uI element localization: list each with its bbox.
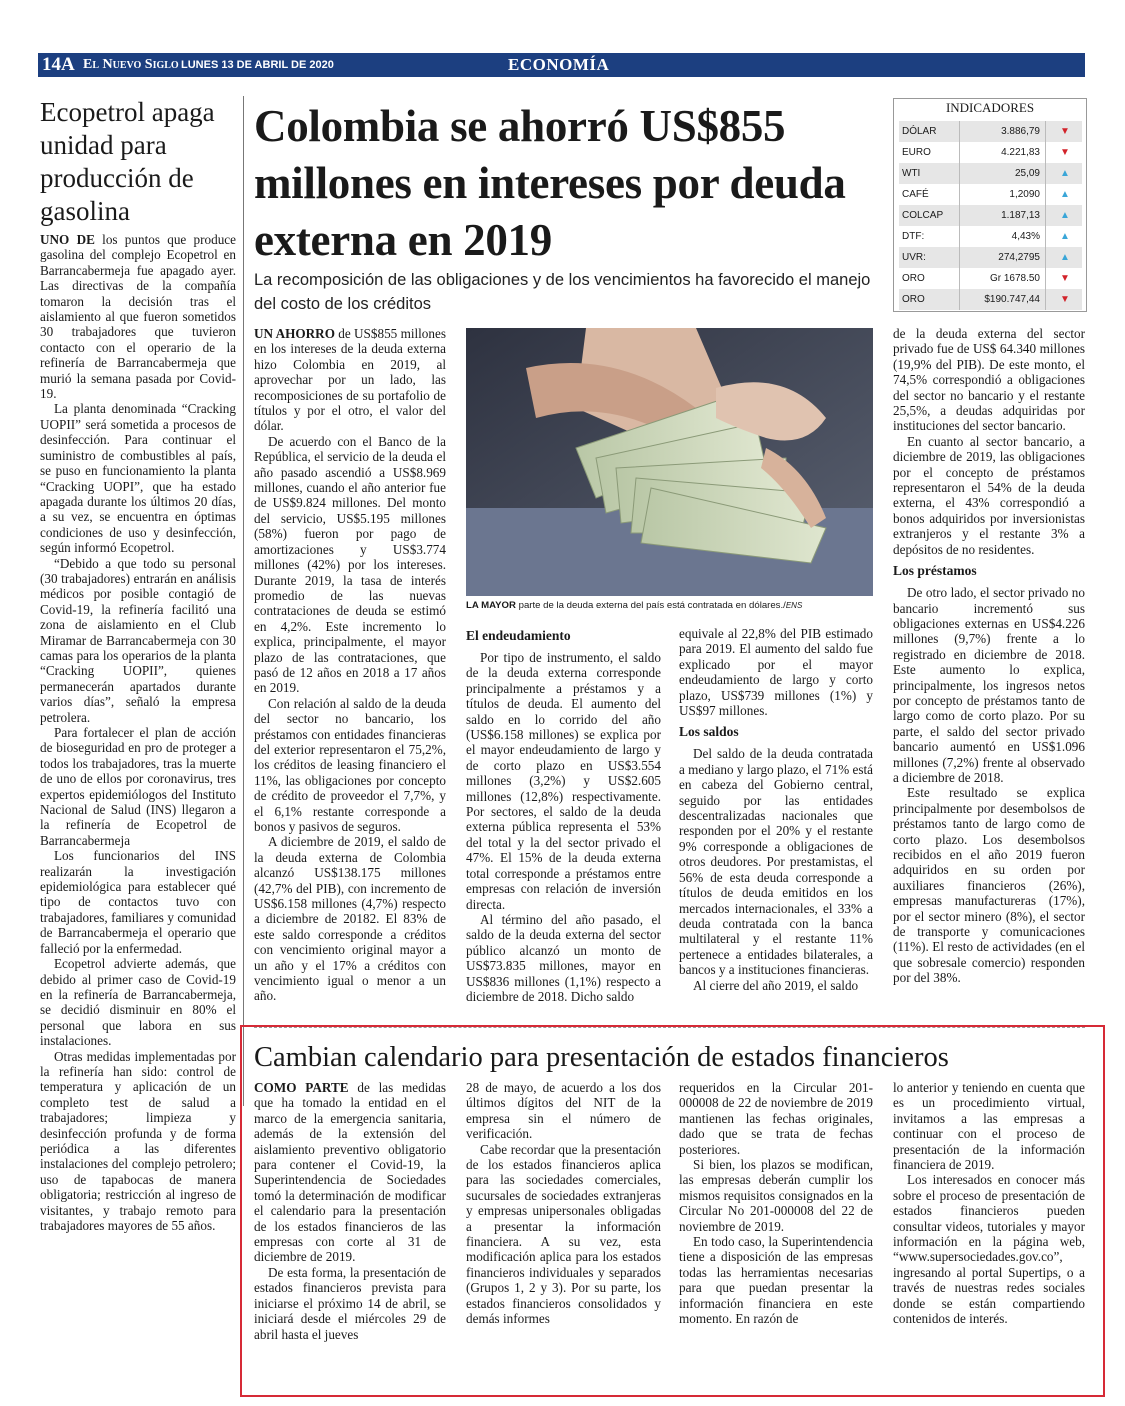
main-paragraph: Con relación al saldo de la deuda del sector no bancario, los préstamos con entidades financieras del exterior representaron el 75,2%, los créditos de leasing financiero el 11%, las obligaciones por concepto de crédito de proveedor el 7,7%, y el 6,1% restante corresponde a bonos y pasivos de seguros. xyxy=(254,695,446,834)
page-number: 14A xyxy=(42,54,75,75)
indicator-divider xyxy=(1045,163,1046,184)
indicator-divider xyxy=(959,121,960,142)
issue-date: LUNES 13 DE ABRIL DE 2020 xyxy=(181,59,334,71)
money-photo xyxy=(466,328,873,596)
indicator-name: UVR: xyxy=(902,252,926,263)
side-paragraph: La planta denominada “Cracking UOPII” será sometida a procesos de desinfección. Para continuar el suministro de combustibles al país, se puso en funcionamiento la planta “Cracking UOPI”, que ha estado apagada durante los últimos 20 días, a su vez, se encuentra en óptimas condiciones de uso y desinfección, según informó Ecopetrol. xyxy=(40,401,236,556)
column-divider xyxy=(243,96,244,1106)
indicator-row xyxy=(899,205,1082,226)
main-article-subtitle: La recomposición de las obligaciones y de los vencimientos ha favorecido el manejo del costo de los créditos xyxy=(254,271,871,313)
main-paragraph: equivale al 22,8% del PIB estimado para 2019. El aumento del saldo fue explicado por el mayor endeudamiento de largo y corto plazo, US$739 millones (1%) y US$97 millones. xyxy=(679,626,873,719)
side-paragraph: “Debido a que todo su personal (30 trabajadores) entrarán en análisis médicos por posible contagió de Covid-19, la refinería facilitó una zona de aislamiento en el Club Miramar de Barrancabermeja con 30 camas para los operarios de la planta “Cracking UOPII”, quienes permanecerán apartados durante varios días”, señaló la empresa petrolera. xyxy=(40,555,236,725)
main-column-1 xyxy=(254,326,446,1004)
main-paragraph: Este resultado se explica principalmente por desembolsos de préstamos tanto de largo como de corto plazo. Los desembolsos recibidos en el año 2019 fueron adquiridos en su orden por auxiliares financieros (26%), empresas manufactureras (17%), por el sector minero (8%), el sector de transporte y comunicaciones (11%). El resto de actividades (en el que sobresale comercio) responden por del 38%. xyxy=(893,785,1085,986)
indicator-divider xyxy=(1045,121,1046,142)
indicator-divider xyxy=(959,289,960,310)
indicator-value: 4,43% xyxy=(1011,231,1040,242)
bottom-paragraph: De esta forma, la presentación de estados financieros prevista para iniciarse el próximo 14 de abril, se iniciará desde el miércoles 29 de abril hasta el jueves xyxy=(254,1264,446,1342)
indicator-divider xyxy=(1045,268,1046,289)
side-paragraph: Ecopetrol advierte además, que debido al primer caso de Covid-19 en la refinería de Barrancabermeja, se decidió disminuir en 80% el personal que labora en sus instalaciones. xyxy=(40,956,236,1049)
main-paragraph: A diciembre de 2019, el saldo de la deuda externa de Colombia alcanzó US$138.175 millones (42,7% del PIB), con incremento de US$6.158 millones (4,7%) respecto a diciembre de 20182. El 83% de este saldo corresponde a créditos con vencimiento original mayor a un año y el 17% a créditos con vencimiento igual o menor a un año. xyxy=(254,834,446,1004)
indicator-divider xyxy=(959,163,960,184)
photo-caption: LA MAYOR parte de la deuda externa del país está contratada en dólares./ENS xyxy=(466,600,803,611)
main-paragraph: Al cierre del año 2019, el saldo xyxy=(693,977,859,993)
main-column-4 xyxy=(893,326,1085,986)
bottom-paragraph: COMO PARTE de las medidas que ha tomado la entidad en el marco de la emergencia sanitaria, además de la extensión del aislamiento preventivo obligatorio para contener el Covid-19, la Superintendencia de Sociedades tomó la determinación de modificar el calendario para la presentación de los estados financieros de las empresas con corte al 31 de diciembre de 2019. xyxy=(254,1080,446,1265)
arrow-up-icon: ▲ xyxy=(1060,231,1070,242)
bottom-lead: COMO PARTE xyxy=(254,1080,349,1095)
indicator-divider xyxy=(1045,226,1046,247)
side-article-body xyxy=(40,232,236,1233)
indicator-name: ORO xyxy=(902,273,925,284)
caption-lead: LA MAYOR xyxy=(466,600,516,611)
indicator-value: 4.221,83 xyxy=(1001,147,1040,158)
subhead-saldos: Los saldos xyxy=(679,724,739,740)
section-name: ECONOMÍA xyxy=(508,55,610,74)
side-paragraph: Otras medidas implementadas por la refinería han sido: control de temperatura y aplicación de un completo test de salud a trabajadores; limpieza y desinfección profunda y de forma periódica a las diferentes instalaciones del complejo petrolero; uso de tapabocas de manera obligatoria; restricción al ingreso de visitantes, y trabajo remoto para trabajadores mayores de 55 años. xyxy=(40,1048,236,1233)
indicator-divider xyxy=(959,184,960,205)
arrow-down-icon: ▼ xyxy=(1060,126,1070,137)
indicator-divider xyxy=(1045,142,1046,163)
indicator-name: WTI xyxy=(902,168,921,179)
main-article-title: Colombia se ahorró US$855 millones en intereses por deuda externa en 2019 xyxy=(254,101,846,265)
main-paragraph: Del saldo de la deuda contratada a mediano y largo plazo, el 71% está en cabeza del Gobierno central, seguido por las entidades descentralizadas nacionales que responden por el 20% y el restante 9% corresponde a obligaciones de otros deudores. Por prestamistas, el 56% de esta deuda corresponde a títulos de deuda emitidos en los mercados internacionales, el 33% a deuda contratada con la banca multilateral y el restante 11% pertenece a entidades bilaterales, a bancos y a instituciones financieras. xyxy=(679,746,873,978)
subhead-prestamos: Los préstamos xyxy=(893,563,977,579)
indicator-divider xyxy=(959,247,960,268)
arrow-down-icon: ▼ xyxy=(1060,294,1070,305)
indicator-row xyxy=(899,268,1082,289)
indicator-name: EURO xyxy=(902,147,931,158)
indicator-value: $190.747,44 xyxy=(984,294,1040,305)
indicator-divider xyxy=(1045,205,1046,226)
main-paragraph: De otro lado, el sector privado no bancario incrementó sus obligaciones externas en US$4.226 millones (9,7%) frente a lo registrado en diciembre de 2018. Este aumento lo explica, principalmente, los ingresos netos por concepto de préstamos tanto de largo como de corto plazo. Por su parte, el saldo del sector privado bancario aumentó en US$1.096 millones (7,2%) frente al observado a diciembre de 2018. xyxy=(893,585,1085,785)
indicators-title: INDICADORES xyxy=(945,100,1035,115)
bottom-column-1 xyxy=(254,1080,446,1342)
newspaper-name: El Nuevo Siglo xyxy=(83,57,179,72)
arrow-down-icon: ▼ xyxy=(1060,147,1070,158)
side-paragraph: Los funcionarios del INS realizarán la investigación epidemiológica para establecer qué tipo de contactos tuvo con trabajadores, familiares y comunidad de Barrancabermeja el operario que falleció por la enfermedad. xyxy=(40,848,236,956)
indicator-row xyxy=(899,121,1082,142)
bottom-paragraph: En todo caso, la Superintendencia tiene a disposición de las empresas todas las herramientas necesarias para que puedan presentar la información financiera en este momento. En razón de xyxy=(679,1234,873,1327)
indicator-value: 1,2090 xyxy=(1009,189,1040,200)
indicator-row xyxy=(899,247,1082,268)
main-lead: UN AHORRO xyxy=(254,326,335,341)
indicator-row xyxy=(899,289,1082,310)
indicator-divider xyxy=(1045,184,1046,205)
main-paragraph: Por tipo de instrumento, el saldo de la deuda externa corresponde principalmente a préstamos y a títulos de deuda. El aumento del saldo en lo corrido del año (US$6.158 millones) se explica por el mayor endeudamiento de largo y de corto plazo en US$3.554 millones (3,2%) y US$2.605 millones (12,8%) respectivamente. Por sectores, el saldo de la deuda externa pública representa el 53% del total y la del sector privado el 47%. El 15% de la deuda externa total corresponde a préstamos entre empresas con relación de inversión directa. xyxy=(466,650,661,912)
main-paragraph: De acuerdo con el Banco de la República, el servicio de la deuda el año pasado ascendió a US$8.969 millones, cuando el año anterior fue de US$9.824 millones. Del monto del servicio, US$5.195 millones (58%) fueron por pago de amortizaciones y US$3.774 millones (42%) por los intereses. Durante 2019, la tasa de interés promedio de las nuevas contrataciones de deuda se estimó en 4,2%. Este incremento lo explica, principalmente, el mayor plazo de las contrataciones, que pasó de 12 años en 2018 a 17 años en 2019. xyxy=(254,433,446,696)
indicator-divider xyxy=(1045,247,1046,268)
arrow-up-icon: ▲ xyxy=(1060,210,1070,221)
main-column-3 xyxy=(679,626,873,993)
subhead-endeudamiento: El endeudamiento xyxy=(466,628,571,643)
photo-credit: ENS xyxy=(785,601,803,610)
side-paragraph: Para fortalecer el plan de acción de bioseguridad en pro de proteger a todos los trabajadores, tras la muerte de uno de ellos por coronavirus, tres expertos epidemiólogos del Instituto Nacional de Salud (INS) llegaron a la refinería de Ecopetrol de Barrancabermeja xyxy=(40,725,236,848)
indicator-name: DÓLAR xyxy=(902,126,937,137)
indicators-box xyxy=(893,98,1087,312)
bottom-paragraph: Los interesados en conocer más sobre el proceso de presentación de estados financieros pueden consultar videos, tutoriales y mayor información en la página web, “www.supersociedades.gov.co”, ingresando al portal Supertips, o a través de nuestras redes sociales donde se están compartiendo contenidos de interés. xyxy=(893,1172,1085,1327)
bottom-paragraph: requeridos en la Circular 201-000008 de 22 de noviembre de 2019 mantienen las fechas originales, dado que se trata de fechas posteriores. xyxy=(679,1080,873,1157)
side-article-title: Ecopetrol apaga unidad para producción de gasolina xyxy=(40,97,215,226)
main-paragraph: Al término del año pasado, el saldo de la deuda externa del sector público alcanzó un monto de US$73.835 millones, mayor en US$836 millones (1,1%) respecto a diciembre de 2018. Dicho saldo xyxy=(466,911,661,1004)
bottom-paragraph: Si bien, los plazos se modifican, las empresas deberán cumplir los mismos requisitos consignados en la Circular No 201-000008 del 22 de noviembre de 2019. xyxy=(679,1157,873,1234)
indicator-value: 274,2795 xyxy=(998,252,1040,263)
arrow-up-icon: ▲ xyxy=(1060,168,1070,179)
bottom-column-4 xyxy=(893,1080,1085,1327)
indicator-row xyxy=(899,142,1082,163)
indicator-row xyxy=(899,163,1082,184)
indicator-value: 1.187,13 xyxy=(1001,210,1040,221)
indicator-divider xyxy=(1045,289,1046,310)
indicator-divider xyxy=(959,226,960,247)
main-paragraph: UN AHORRO de US$855 millones en los intereses de la deuda externa hizo Colombia en 2019, al aprovechar por un lado, las recomposiciones de su portafolio de títulos y por el otro, el valor del dólar. xyxy=(254,326,446,434)
indicator-divider xyxy=(959,142,960,163)
arrow-down-icon: ▼ xyxy=(1060,273,1070,284)
indicator-name: COLCAP xyxy=(902,210,944,221)
main-paragraph: En cuanto al sector bancario, a diciembre de 2019, las obligaciones por el concepto de préstamos representaron el 54% de la deuda externa, el 43% correspondió a bonos adquiridos por inversionistas extranjeros y el restante 3% a depósitos de no residentes. xyxy=(893,433,1085,557)
arrow-up-icon: ▲ xyxy=(1060,252,1070,263)
bottom-paragraph: lo anterior y teniendo en cuenta que es un procedimiento virtual, invitamos a las empresas a continuar con el proceso de presentación de la información financiera de 2019. xyxy=(893,1080,1085,1173)
indicator-row xyxy=(899,226,1082,247)
side-paragraph: UNO DE los puntos que produce gasolina del complejo Ecopetrol en Barrancabermeja fue apagado ayer. Las directivas de la compañía tomaron la decisión tras el aislamiento al que fueron sometidos 30 trabajadores que tuvieron contacto con el operario de la refinería de Barrancabermeja que murió la semana pasada por Covid-19. xyxy=(40,232,237,402)
indicator-divider xyxy=(959,205,960,226)
indicator-name: CAFÉ xyxy=(902,189,929,200)
indicator-name: DTF: xyxy=(902,231,925,242)
indicator-value: 25,09 xyxy=(1014,168,1040,179)
bottom-article-title: Cambian calendario para presentación de estados financieros xyxy=(254,1042,949,1073)
side-lead: UNO DE xyxy=(40,232,95,247)
money-illustration xyxy=(466,328,873,596)
bottom-column-3 xyxy=(679,1080,873,1327)
main-column-2 xyxy=(466,626,661,1004)
indicator-value: 3.886,79 xyxy=(1001,126,1040,137)
indicator-divider xyxy=(959,268,960,289)
bottom-column-2 xyxy=(466,1080,661,1327)
arrow-up-icon: ▲ xyxy=(1060,189,1070,200)
bottom-paragraph: Cabe recordar que la presentación de los estados financieros aplica para las sociedades comerciales, sucursales de sociedades extranjeras y empresas unipersonales obligadas a presentar la información financiera. A su vez, esta modificación aplica para los estados financieros individuales y separados (Grupos 1, 2 y 3). Por su parte, los estados financieros consolidados y demás informes xyxy=(466,1141,661,1327)
bottom-paragraph: 28 de mayo, de acuerdo a los dos últimos dígitos del NIT de la empresa sin el número de verificación. xyxy=(466,1080,661,1142)
indicator-name: ORO xyxy=(902,294,925,305)
indicator-row xyxy=(899,184,1082,205)
main-paragraph: de la deuda externa del sector privado fue de US$ 64.340 millones (19,9% del PIB). De este monto, el 74,5% correspondió a obligaciones del sector no bancario y el restante 25,5%, a deudas adquiridas por instituciones del sector bancario. xyxy=(893,326,1085,434)
indicator-value: Gr 1678.50 xyxy=(989,273,1040,284)
